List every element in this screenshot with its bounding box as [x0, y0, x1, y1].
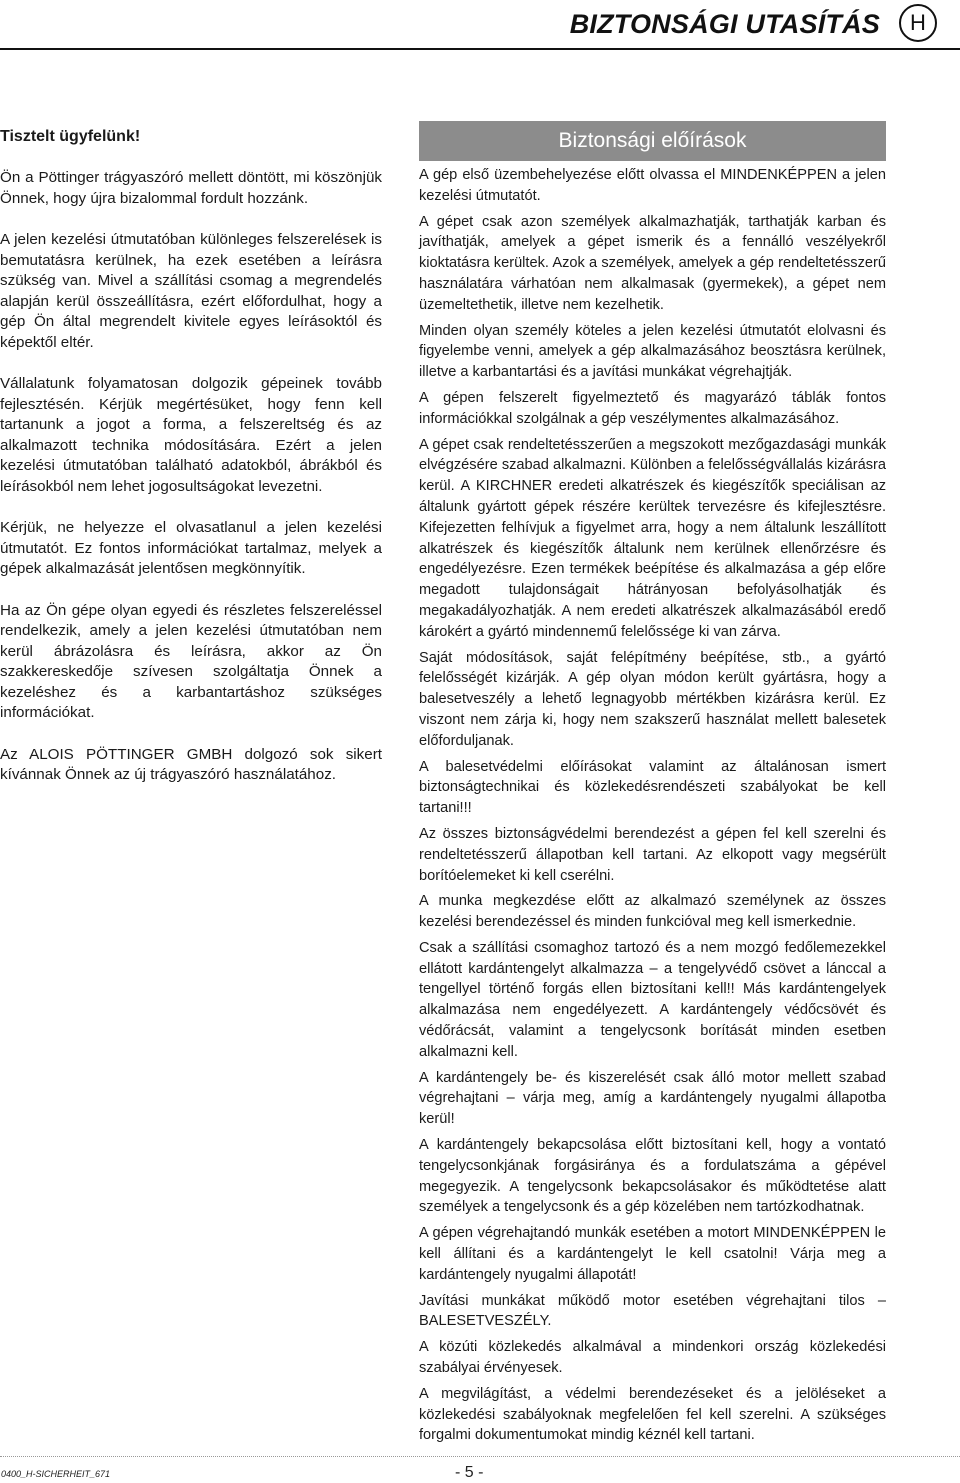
safety-paragraph: A megvilágítást, a védelmi berendezéseket és a jelöléseket a közlekedési szabályoknak megfelelően fel kell szerelni. A szükséges forgalmi dokumentumokat mindig kéznél kell tartani. — [419, 1385, 886, 1444]
safety-paragraph: A gépen felszerelt figyelmeztető és magyarázó táblák fontos információkkal szolgálnak a gép veszélymentes alkalmazásához. — [419, 389, 886, 427]
footer-divider — [0, 1456, 960, 1457]
document-code: 0400_H-SICHERHEIT_671 — [1, 1469, 111, 1479]
intro-paragraph: A jelen kezelési útmutatóban különleges felszerelések is bemutatásra kerülnek, ha ezek esetében a leírásra szükség van. Mivel a szállítási csomag a megrendelés alapján kerül összeállításra, ezért előfordulhat, hogy a gép Ön által megrendelt kivitele egyes leírásoktól és képektől eltér. — [0, 231, 382, 351]
safety-paragraph: A kardántengely be- és kiszerelését csak álló motor mellett szabad végrehajtani – várja meg, amíg a kardántengely nyugalmi állapotba kerül! — [419, 1069, 886, 1128]
safety-paragraph: A balesetvédelmi előírásokat valamint az általánosan ismert biztonságtechnikai és közlekedésrendészeti szabályokat be kell tartani!!! — [419, 758, 886, 817]
page-title: BIZTONSÁGI UTASÍTÁS — [569, 9, 880, 39]
intro-paragraph: Ha az Ön gépe olyan egyedi és részletes felszereléssel rendelkezik, amely a jelen kezelési útmutatóban nem kerül ábrázolásra és leírásra, akkor az Ön szakkereskedője szívesen szolgáltatja Önnek a kezeléshez és a karbantartáshoz szükséges információkat. — [0, 601, 382, 721]
language-badge: H — [899, 4, 937, 42]
safety-column — [419, 121, 886, 1451]
safety-paragraph: Minden olyan személy köteles a jelen kezelési útmutatót elolvasni és figyelembe venni, amelyek a gép alkalmazásához beosztásra kerülnek, illetve a karbantartási és a javítási munkákat végrehajtják. — [419, 322, 886, 381]
section-heading: Biztonsági előírások — [419, 121, 886, 161]
safety-paragraph: A munka megkezdése előtt az alkalmazó személynek az összes kezelési berendezéssel és minden funkcióval meg kell ismerkednie. — [419, 893, 886, 931]
page-number: - 5 - — [455, 1464, 484, 1481]
header-divider — [0, 48, 960, 50]
safety-paragraph: Csak a szállítási csomaghoz tartozó és a nem mozgó fedőlemezekkel ellátott kardántengelyt alkalmazza – a tengelyvédő csövet a lánccal a tengellyel történő forgás ellen biztosítani kell!! Más kardántengelyek alkalmazása nem engedélyezett. A kardántengely védőcsövét és védőrácsát, valamint a tengelycsonk borítását minden esetben alkalmazni kell. — [419, 939, 886, 1060]
intro-paragraph: Vállalatunk folyamatosan dolgozik gépeinek tovább fejlesztésén. Kérjük megértésüket, hogy fenn kell tartanunk a jogot a forma, a felszereltség és az alkalmazott technika módosítására. Ezért a jelen kezelési útmutatóban található adatokból, ábrákból és leírásokból nem lehet jogosultságokat levezetni. — [0, 375, 382, 495]
intro-paragraph: Kérjük, ne helyezze el olvasatlanul a jelen kezelési útmutatót. Ez fontos információkat tartalmaz, melyek a gépek alkalmazását jelentősen megkönnyítik. — [0, 519, 382, 577]
intro-column — [0, 126, 382, 807]
safety-paragraph: A közúti közlekedés alkalmával a mindenkori ország közlekedési szabályai érvényesek. — [419, 1339, 886, 1377]
safety-paragraph: A gép első üzembehelyezése előtt olvassa el MINDENKÉPPEN a jelen kezelési útmutatót. — [419, 167, 886, 204]
safety-paragraph: Saját módosítások, saját felépítmény beépítése, stb., a gyártó felelősségét kizárják. A gép olyan módon került gyártásra, hogy a balesetveszély a lehető legnagyobb mértékben kizárásra kerül. Ez viszont nem zárja ki, hogy nem szakszerű használat mellett balesetek előforduljanak. — [419, 649, 886, 749]
safety-paragraph: Javítási munkákat működő motor esetében végrehajtani tilos – BALESETVESZÉLY. — [419, 1292, 886, 1330]
safety-paragraph: A gépet csak rendeltetésszerűen a megszokott mezőgazdasági munkák elvégzésére szabad alkalmazni. Különben a felelősségvállalás kizárásra kerül. A KIRCHNER eredeti alkatrészek és kiegészítők speciálisan az általunk gyártott gépek részére kerültek tervezésre és kifejlesztésre. Kifejezetten felhívjuk a figyelmet arra, hogy a nem általunk leszállított alkatrészek és kiegészítők általunk nem kerülnek ellenőrzésre és engedélyezésre. Ezen termékek beépítése és alkalmazása a gép előre megadott tulajdonságait hátrányosan befolyásolhatják és megakadályozhatják. A nem eredeti alkatrészek alkalmazásából eredő károkért a gyártó mindennemű felelőssége ki van zárva. — [419, 436, 886, 640]
safety-paragraph: A gépet csak azon személyek alkalmazhatják, tarthatják karban és javíthatják, amelyek a gépet ismerik és a fennálló veszélyekről kioktatásra kerültek. Azok a személyek, amelyek a gép rendeltetésszerű használatára várhatóan nem alkalmasak (gyermekek), a gépet nem üzemeltethetik, illetve nem kezelhetik. — [419, 213, 886, 313]
intro-paragraph: Ön a Pöttinger trágyaszóró mellett döntött, mi köszönjük Önnek, hogy újra bizalommal fordult hozzánk. — [0, 169, 382, 207]
greeting-heading: Tisztelt ügyfelünk! — [0, 128, 141, 145]
safety-paragraph: A kardántengely bekapcsolása előtt biztosítani kell, hogy a vontató tengelycsonkjának forgásiránya és a fordulatszáma a gépével megegyezik. A tengelycsonk bekapcsolásakor és működtetése alatt személyek a tengelycsonk és a gép közelében nem tartózkodhatnak. — [419, 1137, 886, 1216]
safety-paragraph: A gépen végrehajtandó munkák esetében a motort MINDENKÉPPEN le kell állítani és a kardántengelyt le kell csatolni! Várja meg a kardántengely nyugalmi állapotát! — [419, 1225, 886, 1283]
intro-paragraph: Az ALOIS PÖTTINGER GMBH dolgozó sok sikert kívánnak Önnek az új trágyaszóró használatához. — [0, 745, 382, 783]
safety-paragraph: Az összes biztonságvédelmi berendezést a gépen fel kell szerelni és rendeltetésszerű állapotban kell tartani. Az elkopott vagy megsérült borítóelemeket ki kell cserélni. — [419, 825, 886, 884]
